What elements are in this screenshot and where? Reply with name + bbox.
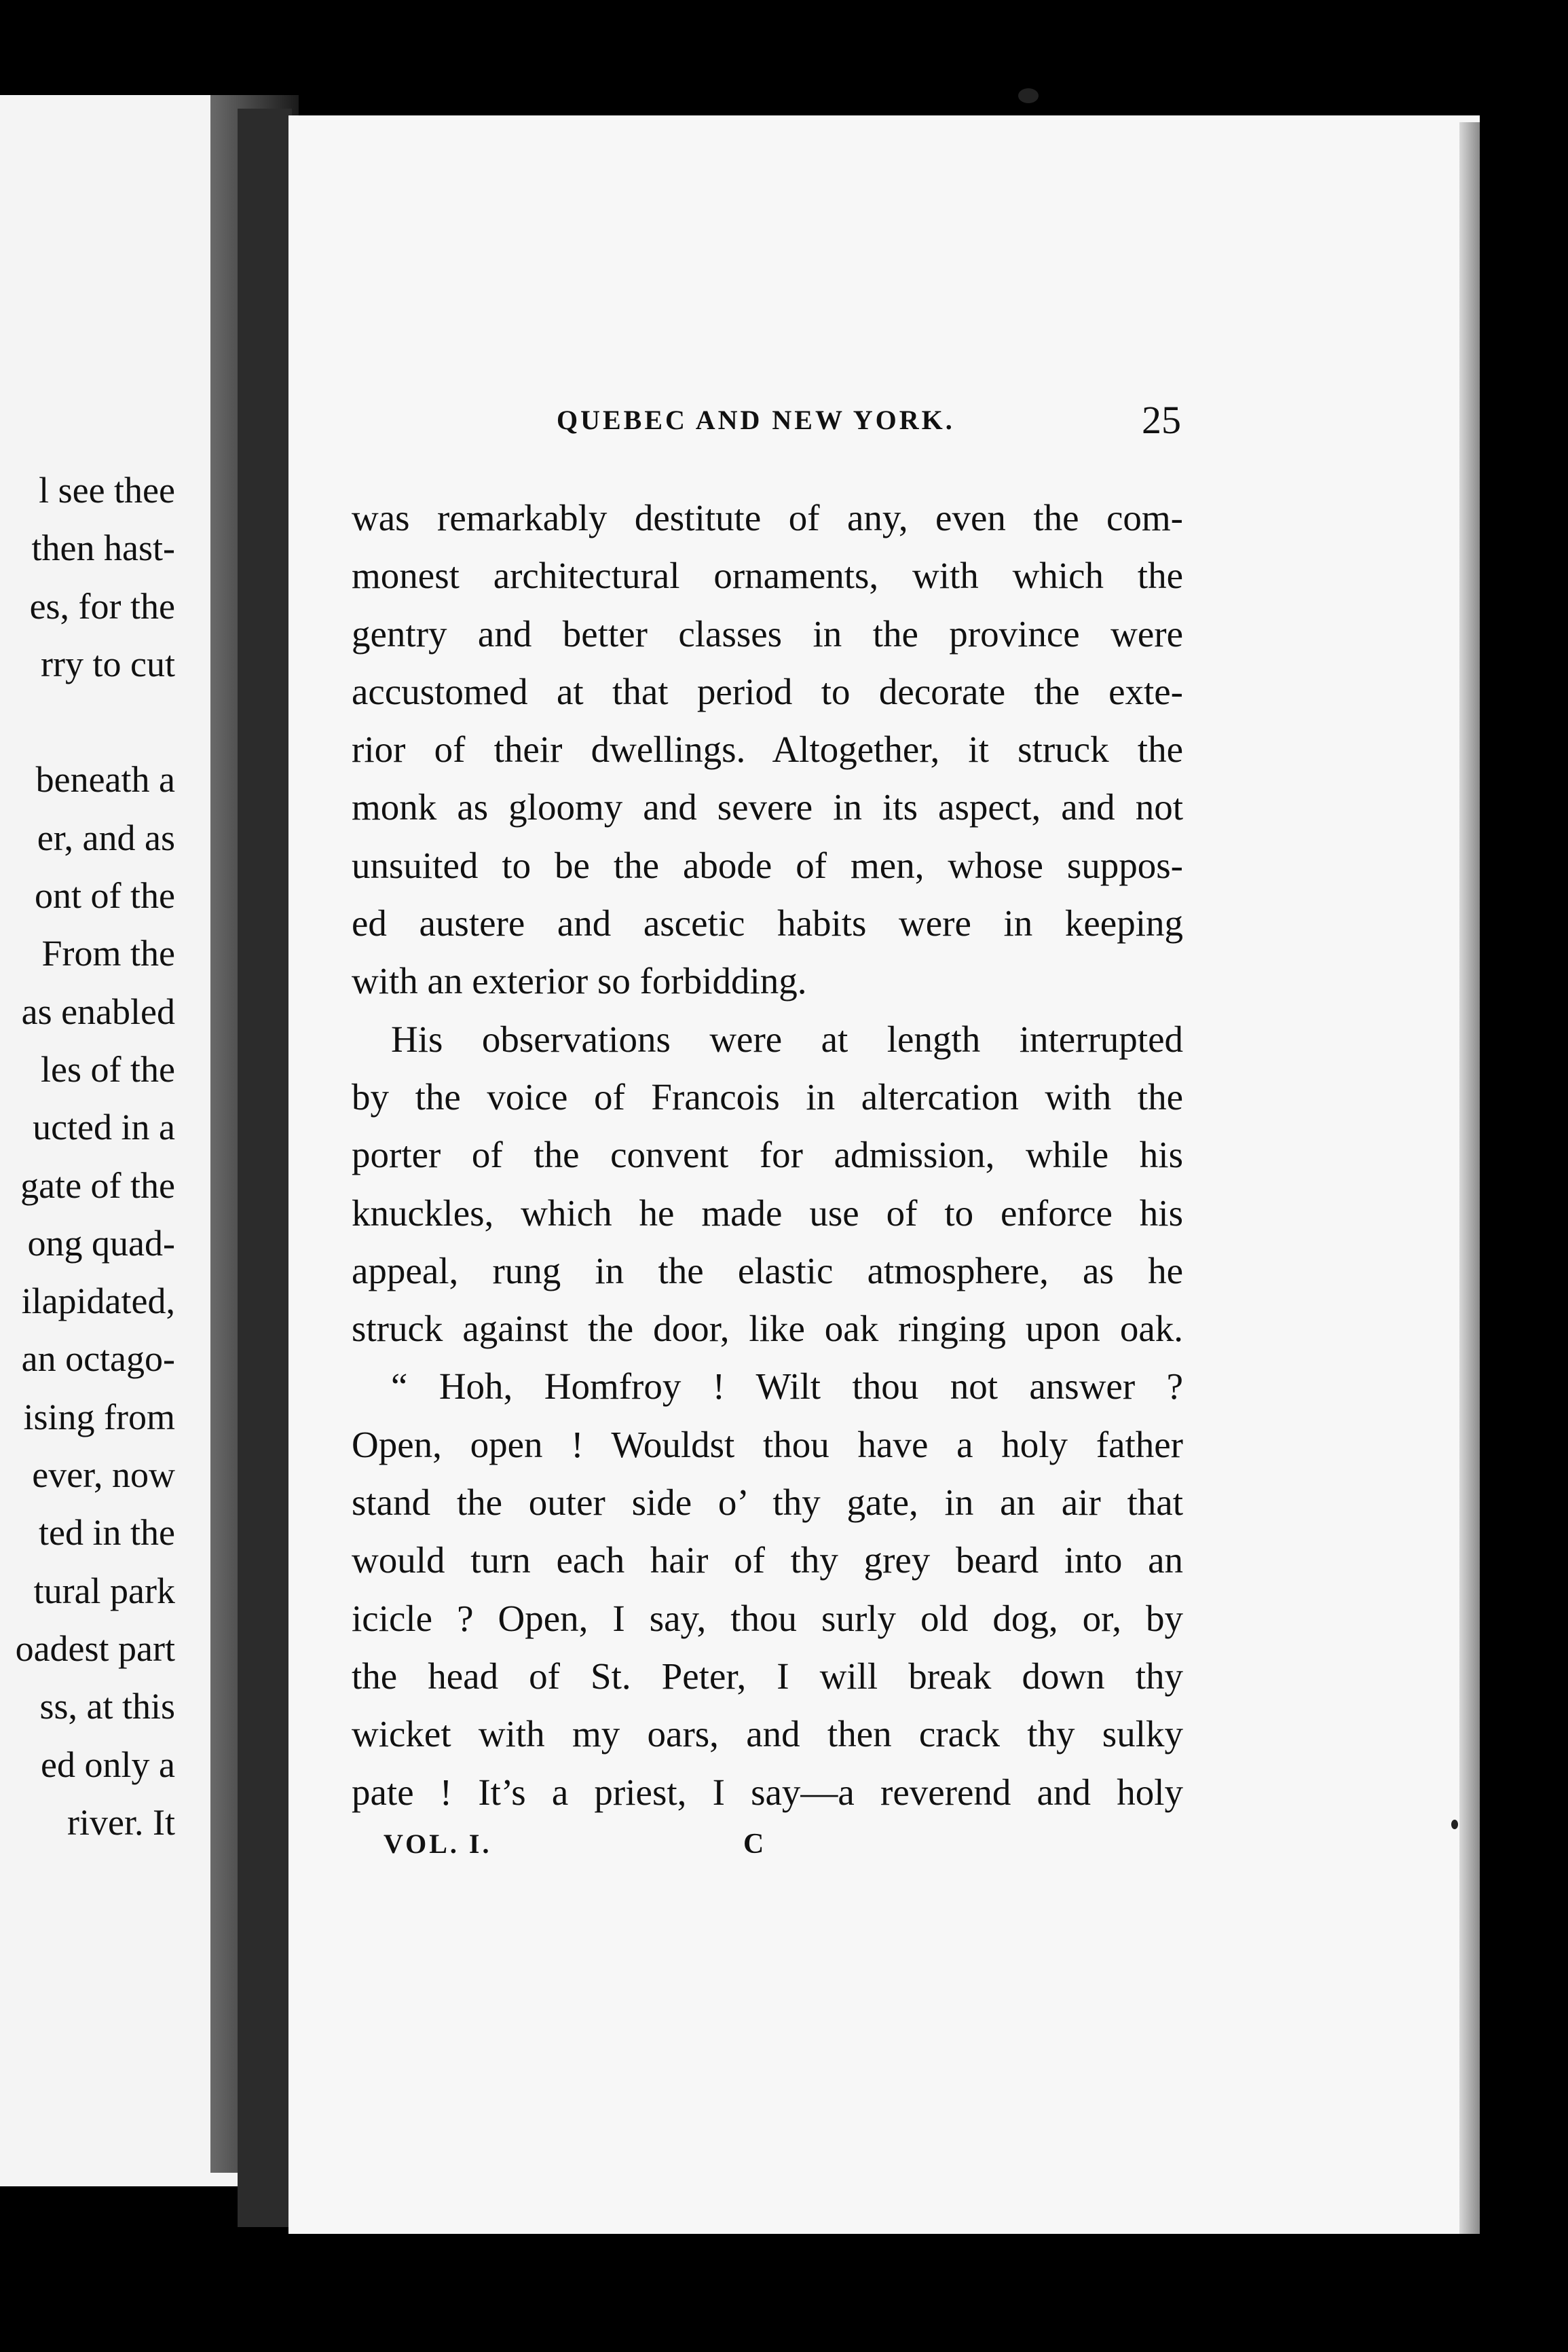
left-line: ss, at this <box>39 1686 175 1727</box>
left-line: ilapidated, <box>21 1281 175 1322</box>
text-line: stand the outer side o’ thy gate, in an air that <box>352 1482 1183 1524</box>
left-line: From the <box>41 933 175 974</box>
ink-speck <box>1018 88 1039 103</box>
left-line: beneath a <box>35 759 175 801</box>
text-line: struck against the door, like oak ringing upon oak. <box>352 1308 1183 1350</box>
left-line <box>0 693 175 751</box>
left-line: then hast- <box>31 528 175 569</box>
left-line: oadest part <box>15 1628 175 1669</box>
text-line: monk as gloomy and severe in its aspect, and not <box>352 786 1183 828</box>
text-line: pate ! It’s a priest, I say—a reverend and holy <box>352 1771 1183 1813</box>
text-line: would turn each hair of thy grey beard into an <box>352 1539 1183 1581</box>
text-line: monest architectural ornaments, with which the <box>352 555 1183 597</box>
left-line: er, and as <box>37 817 175 858</box>
text-line: unsuited to be the abode of men, whose suppos- <box>352 844 1183 886</box>
left-line: ising from <box>23 1396 175 1437</box>
left-line: l see thee <box>39 470 175 511</box>
left-line: as enabled <box>21 991 175 1032</box>
left-line: ever, now <box>32 1454 175 1496</box>
text-line: “ Hoh, Homfroy ! Wilt thou not answer ? <box>391 1365 1183 1408</box>
text-line: icicle ? Open, I say, thou surly old dog, or, by <box>352 1597 1183 1639</box>
text-line: gentry and better classes in the province were <box>352 612 1183 655</box>
body-text <box>352 489 1183 1821</box>
text-line: by the voice of Francois in altercation with the <box>352 1076 1183 1118</box>
left-line: tural park <box>33 1570 175 1611</box>
text-line: ed austere and ascetic habits were in keeping <box>352 902 1183 944</box>
text-line: knuckles, which he made use of to enforce his <box>352 1192 1183 1234</box>
left-line: ont of the <box>35 875 175 917</box>
text-line: accustomed at that period to decorate the exte- <box>352 670 1183 712</box>
signature-mark: C <box>743 1829 764 1860</box>
volume-label: VOL. I. <box>384 1829 492 1859</box>
left-line: les of the <box>41 1048 175 1090</box>
left-line: ted in the <box>39 1512 175 1554</box>
text-line: appeal, rung in the elastic atmosphere, as he <box>352 1249 1183 1291</box>
text-line: His observations were at length interrupted <box>391 1018 1183 1060</box>
text-line: porter of the convent for admission, while his <box>352 1134 1183 1176</box>
ink-speck <box>1451 1820 1458 1829</box>
book-gutter <box>238 109 292 2227</box>
left-line: river. It <box>67 1801 175 1843</box>
page-header <box>350 397 1181 452</box>
text-line: Open, open ! Wouldst thou have a holy father <box>352 1423 1183 1465</box>
text-line: rior of their dwellings. Altogether, it struck the <box>352 729 1183 771</box>
left-page-text <box>0 462 175 1852</box>
page-number: 25 <box>1142 398 1181 442</box>
left-line: ucted in a <box>33 1107 175 1148</box>
left-line: gate of the <box>20 1164 175 1206</box>
page-edge <box>1459 122 1480 2234</box>
text-line: with an exterior so forbidding. <box>352 960 807 1002</box>
text-line: the head of St. Peter, I will break down thy <box>352 1655 1183 1697</box>
left-line: es, for the <box>29 585 175 627</box>
running-title: QUEBEC AND NEW YORK. <box>557 405 955 435</box>
left-line: an octago- <box>21 1338 175 1380</box>
text-line: was remarkably destitute of any, even the com- <box>352 497 1183 538</box>
left-line: ed only a <box>41 1744 175 1785</box>
page-footer <box>384 1828 791 1875</box>
left-line: rry to cut <box>41 643 175 684</box>
text-line: wicket with my oars, and then crack thy sulky <box>352 1713 1183 1755</box>
left-line: ong quad- <box>27 1222 175 1264</box>
